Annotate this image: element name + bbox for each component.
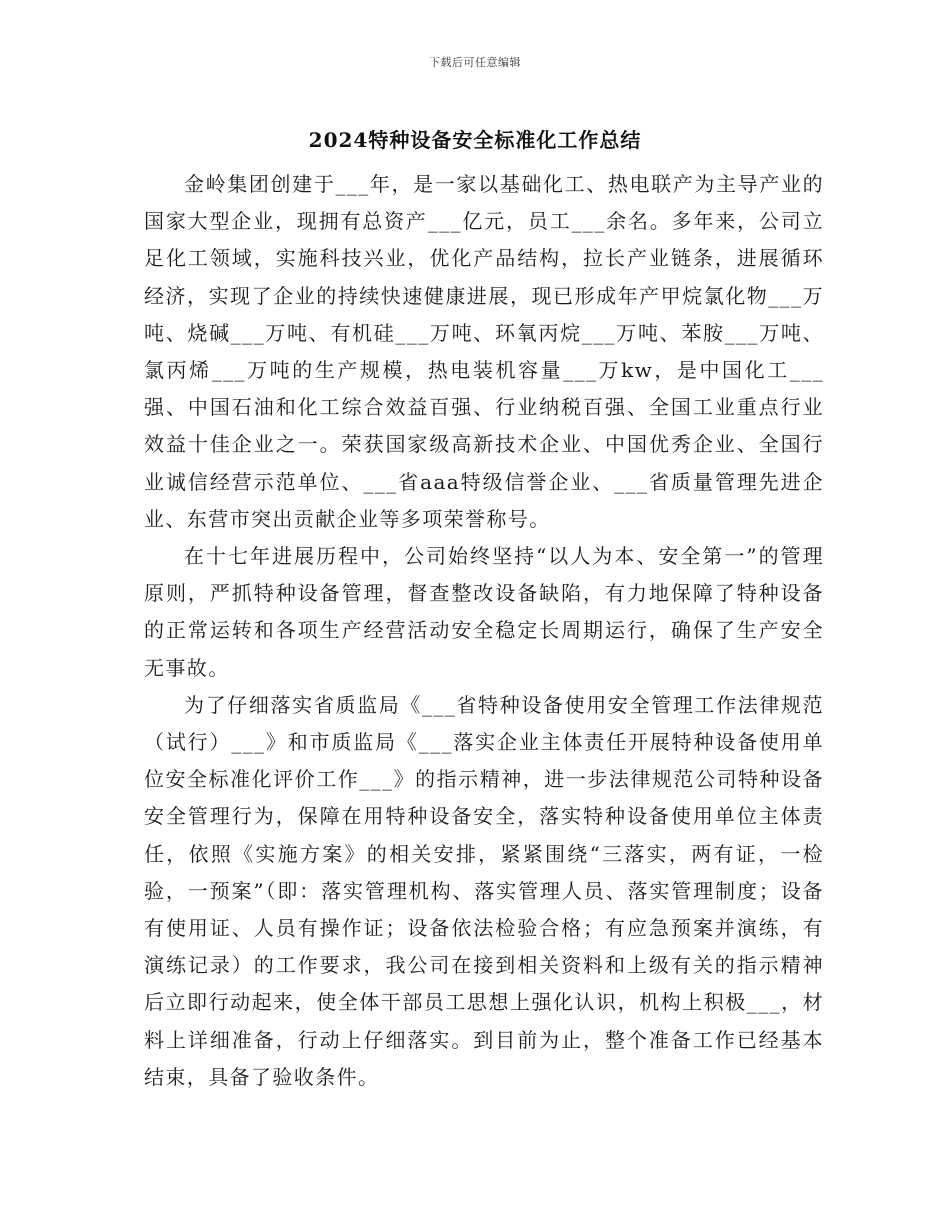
document-body [144,166,824,1096]
header-note: 下载后可任意编辑 [429,56,521,69]
paragraph-company-intro: 金岭集团创建于___年，是一家以基础化工、热电联产为主导产业的国家大型企业，现拥有总资产___亿元，员工___余名。多年来，公司立足化工领域，实施科技兴业，优化产品结构，拉长产业链条，进展循环经济，实现了企业的持续快速健康进展，现已形成年产甲烷氯化物___万吨、烧碱___万吨、有机硅___万吨、环氧丙烷___万吨、苯胺___万吨、氯丙烯___万吨的生产规模，热电装机容量___万kw，是中国化工___强、中国石油和化工综合效益百强、行业纳税百强、全国工业重点行业效益十佳企业之一。荣获国家级高新技术企业、中国优秀企业、全国行业诚信经营示范单位、___省aaa特级信誉企业、___省质量管理先进企业、东营市突出贡献企业等多项荣誉称号。 [144,172,824,531]
document-title: 2024特种设备安全标准化工作总结 [308,128,642,152]
paragraph-standardization-work: 为了仔细落实省质监局《___省特种设备使用安全管理工作法律规范（试行）___》和市质监局《___落实企业主体责任开展特种设备使用单位安全标准化评价工作___》的指示精神，进一步法律规范公司特种设备安全管理行为，保障在用特种设备安全，落实特种设备使用单位主体责任，依照《实施方案》的相关安排，紧紧围绕“三落实，两有证，一检验，一预案”（即：落实管理机构、落实管理人员、落实管理制度；设备有使用证、人员有操作证；设备依法检验合格；有应急预案并演练，有演练记录）的工作要求，我公司在接到相关资料和上级有关的指示精神后立即行动起来，使全体干部员工思想上强化认识，机构上积极___，材料上详细准备，行动上仔细落实。到目前为止，整个准备工作已经基本结束，具备了验收条件。 [144,692,824,1089]
paragraph-safety-history: 在十七年进展历程中，公司始终坚持“以人为本、安全第一”的管理原则，严抓特种设备管理，督查整改设备缺陷，有力地保障了特种设备的正常运转和各项生产经营活动安全稳定长周期运行，确保了生产安全无事故。 [144,544,824,680]
